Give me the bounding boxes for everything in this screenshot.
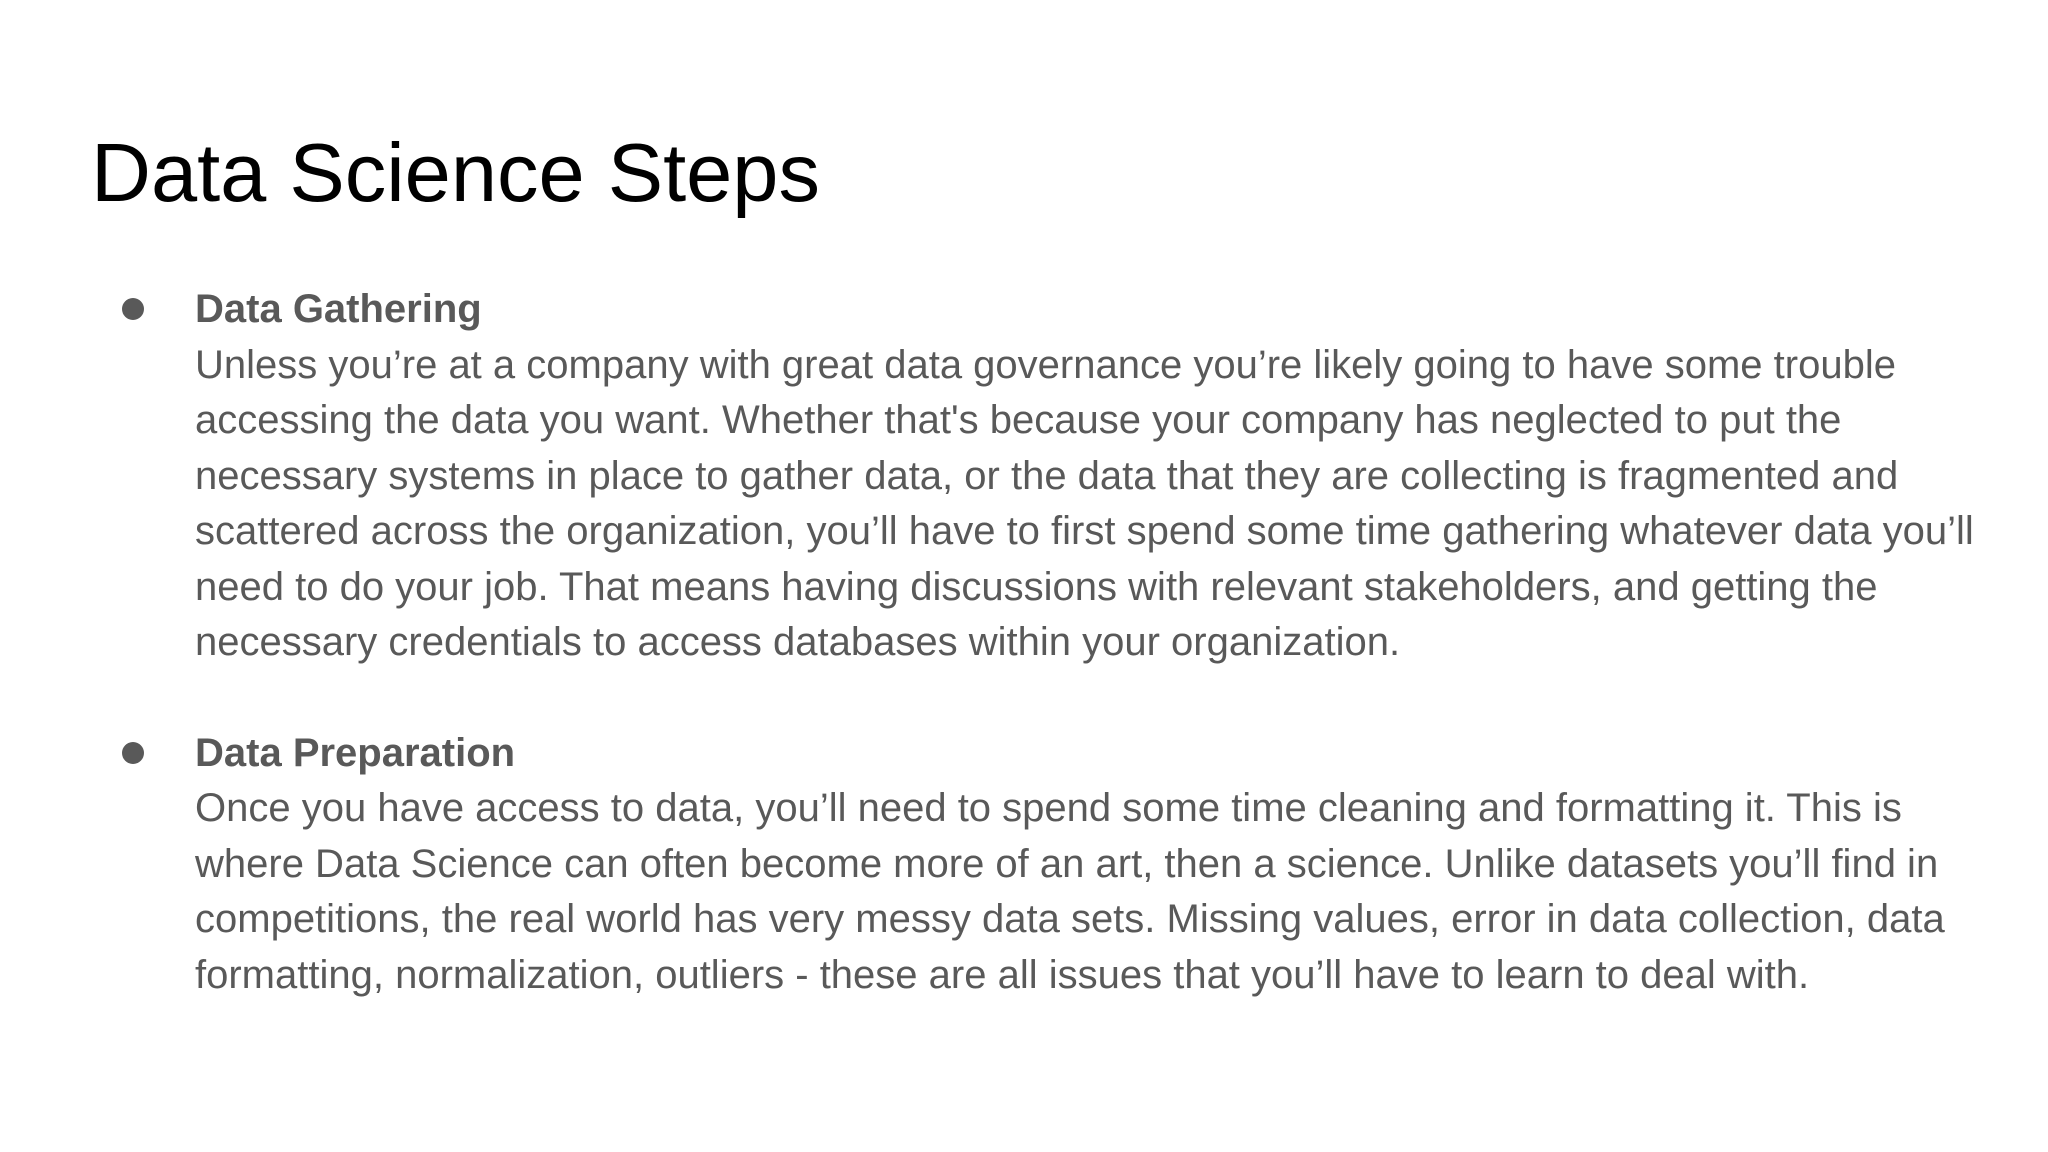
bullet-text-line: Unless you’re at a company with great data governance you’re likely going to have some trouble [195, 342, 1896, 387]
bullet-text-line: where Data Science can often become more of an art, then a science. Unlike datasets you’ll find in [195, 841, 1939, 886]
bullet-list [0, 282, 2048, 1003]
bullet-text-line: competitions, the real world has very messy data sets. Missing values, error in data collection, data [195, 897, 1945, 941]
slide-title: Data Science Steps [91, 126, 820, 219]
bullet-text-line: necessary credentials to access databases within your organization. [195, 620, 1401, 664]
bullet-dot-icon [122, 298, 144, 320]
bullet-content [195, 282, 2005, 671]
bullet-text-line: Once you have access to data, you’ll need to spend some time cleaning and formatting it. This is [195, 786, 1902, 830]
bullet-item-data-gathering [0, 282, 2048, 671]
bullet-text-line: accessing the data you want. Whether that's because your company has neglected to put the [195, 398, 1842, 442]
bullet-item-data-preparation [0, 726, 2048, 1004]
bullet-text-line: necessary systems in place to gather data, or the data that they are collecting is fragmented and [195, 453, 1899, 498]
bullet-dot-icon [122, 742, 144, 764]
bullet-content [195, 726, 2005, 1004]
bullet-text-line: formatting, normalization, outliers - these are all issues that you’ll have to learn to deal with. [195, 952, 1810, 997]
bullet-text-line: need to do your job. That means having discussions with relevant stakeholders, and getting the [195, 564, 1878, 609]
bullet-text-line: scattered across the organization, you’ll have to first spend some time gathering whatever data you’ll [195, 509, 1974, 553]
bullet-heading: Data Preparation [195, 730, 516, 775]
bullet-heading: Data Gathering [195, 287, 482, 331]
